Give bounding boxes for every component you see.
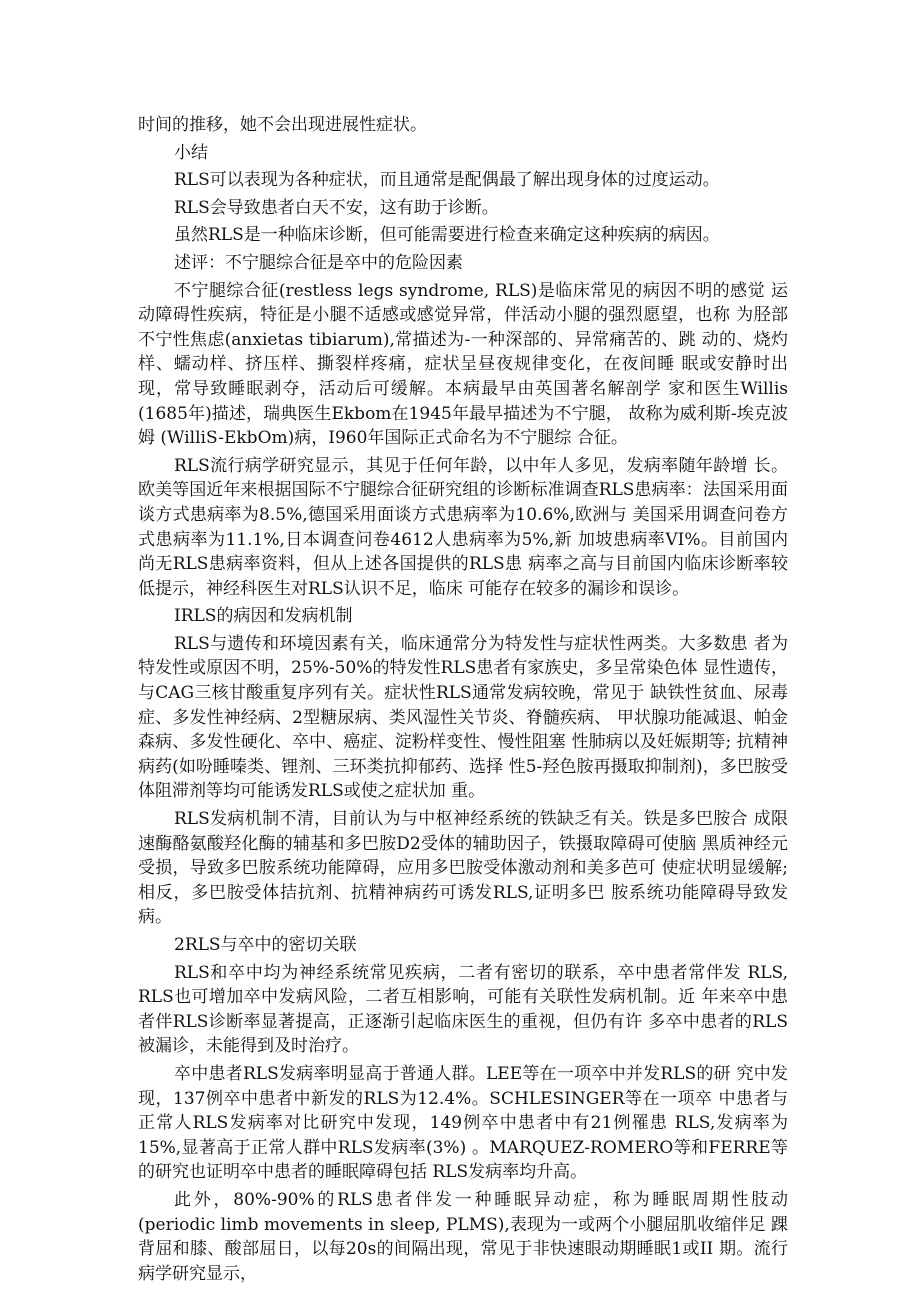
section-heading-review: 述评：不宁腿综合征是卒中的危险因素 <box>174 252 463 273</box>
body-paragraph: 此外，80%-90%的RLS患者伴发一种睡眠异动症，称为睡眠周期性肢动 (periodic limb movements in sleep, PLMS),表现为一或两个小腿屈肌收缩伴足 踝背屈和膝、酸部屈日，以每20s的间隔出现，常见于非快速眼动期睡眠1或II 期。流行病学研究显示， <box>138 1189 788 1284</box>
summary-point: 虽然RLS是一种临床诊断，但可能需要进行检查来确定这种疾病的病因。 <box>174 225 720 246</box>
body-paragraph: RLS流行病学研究显示，其见于任何年龄，以中年人多见，发病率随年龄增 长。欧美等国近年来根据国际不宁腿综合征研究组的诊断标准调查RLS患病率：法国采用面谈方式患病率为8.5%,德国采用面谈方式患病率为10.6%,欧洲与 美国采用调查问卷方式患病率为11.1%,日本调查问卷4612人患病率为5%,新 加坡患病率VI%。目前国内尚无RLS患病率资料，但从上述各国提供的RLS患 病率之高与目前国内临床诊断率较低提示，神经科医生对RLS认识不足，临床 可能存在较多的漏诊和误诊。 <box>138 455 788 599</box>
body-paragraph: 不宁腿综合征(restless legs syndrome, RLS)是临床常见的病因不明的感觉 运动障碍性疾病，特征是小腿不适感或感觉异常，伴活动小腿的强烈愿望，也称 为胫部不宁性焦虑(anxietas tibiarum),常描述为-一种深部的、异常痛苦的、跳 动的、烧灼样、蠕动样、挤压样、撕裂样疼痛，症状呈昼夜规律变化，在夜间睡 眠或安静时出现，常导致睡眠剥夺，活动后可缓解。本病最早由英国著名解剖学 家和医生Willis (1685年)描述，瑞典医生Ekbom在1945年最早描述为不宁腿， 故称为威利斯-埃克波姆 (WilliS-EkbOm)病，I960年国际正式命名为不宁腿综 合征。 <box>138 280 788 449</box>
body-paragraph: RLS和卒中均为神经系统常见疾病，二者有密切的联系，卒中患者常伴发 RLS, RLS也可增加卒中发病风险，二者互相影响，可能有关联性发病机制。近 年来卒中患者伴RLS诊断率显著提高，正逐渐引起临床医生的重视，但仍有许 多卒中患者的RLS被漏诊，未能得到及时治疗。 <box>138 962 788 1057</box>
section-heading-etiology: IRLS的病因和发病机制 <box>174 606 353 627</box>
section-heading-stroke-association: 2RLS与卒中的密切关联 <box>174 935 357 955</box>
body-paragraph: RLS与遗传和环境因素有关，临床通常分为特发性与症状性两类。大多数患 者为特发性或原因不明，25%-50%的特发性RLS患者有家族史，多呈常染色体 显性遗传，与CAG三核甘酸重复序列有关。症状性RLS通常发病较晚，常见于 缺铁性贫血、尿毒症、多发性神经病、2型糖尿病、类风湿性关节炎、脊髓疾病、 甲状腺功能减退、帕金森病、多发性硬化、卒中、癌症、淀粉样变性、慢性阻塞 性肺病以及妊娠期等; 抗精神病药(如吩睡嗪类、锂剂、三环类抗抑郁药、选择 性5-羟色胺再摄取抑制剂)，多巴胺受体阻滞剂等均可能诱发RLS或使之症状加 重。 <box>138 633 788 802</box>
body-paragraph: RLS发病机制不清，目前认为与中枢神经系统的铁缺乏有关。铁是多巴胺合 成限速酶酪氨酸羟化酶的辅基和多巴胺D2受体的辅助因子，铁摄取障碍可使脑 黑质神经元受损，导致多巴胺系统功能障碍，应用多巴胺受体激动剂和美多芭可 使症状明显缓解; 相反，多巴胺受体拮抗剂、抗精神病药可诱发RLS,证明多巴 胺系统功能障碍导致发病。 <box>138 809 788 928</box>
document-body <box>138 113 788 1289</box>
section-heading-summary: 小结 <box>174 142 208 163</box>
summary-point: RLS可以表现为各种症状，而且通常是配偶最了解出现身体的过度运动。 <box>174 170 720 191</box>
summary-point: RLS会导致患者白天不安，这有助于诊断。 <box>174 197 499 218</box>
body-paragraph: 卒中患者RLS发病率明显高于普通人群。LEE等在一项卒中并发RLS的研 究中发现，137例卒中患者中新发的RLS为12.4%。SCHLESINGER等在一项卒 中患者与正常人RLS发病率对比研究中发现，149例卒中患者中有21例罹患 RLS,发病率为15%,显著高于正常人群中RLS发病率(3%) 。MARQUEZ-ROMERO等和FERRE等的研究也证明卒中患者的睡眠障碍包括 RLS发病率均升高。 <box>138 1063 788 1183</box>
paragraph-continuation: 时间的推移，她不会出现进展性症状。 <box>138 115 427 135</box>
